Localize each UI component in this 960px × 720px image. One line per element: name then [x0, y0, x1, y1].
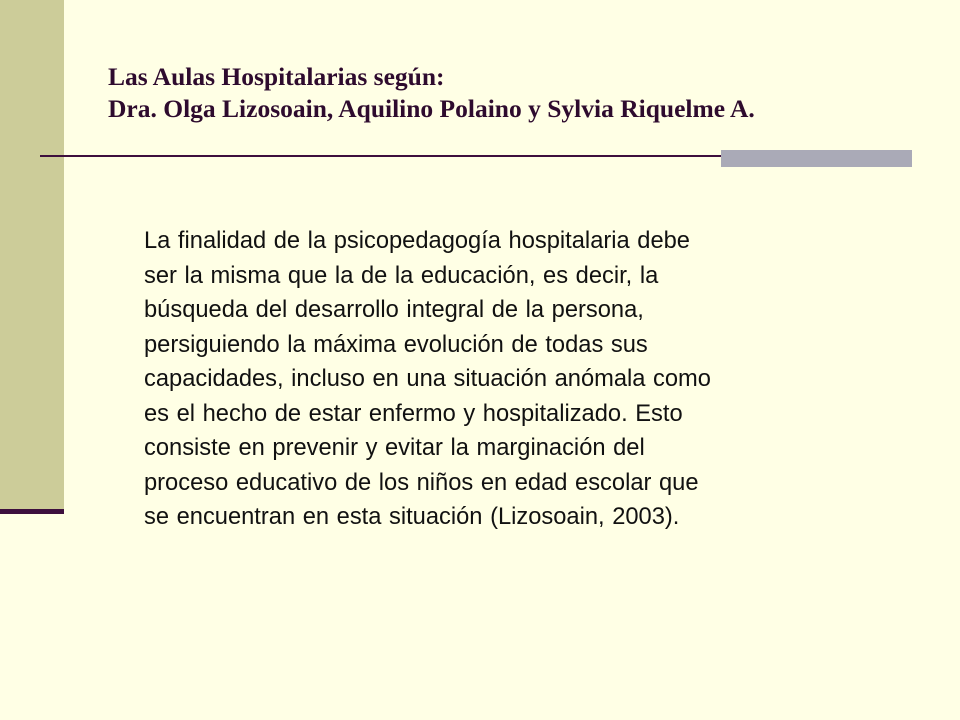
left-decorative-bar: [0, 0, 64, 510]
body-line: ser la misma que la de la educación, es decir, la: [144, 262, 659, 289]
title-line-1: Las Aulas Hospitalarias según:: [108, 62, 445, 91]
body-line: búsqueda del desarrollo integral de la persona,: [144, 297, 644, 323]
slide-title: [108, 61, 948, 125]
body-line: capacidades, incluso en una situación anómala como: [144, 366, 711, 392]
body-line: La finalidad de la psicopedagogía hospitalaria debe: [144, 228, 690, 254]
body-line: persiguiendo la máxima evolución de todas sus: [144, 331, 648, 358]
slide-body-paragraph: [144, 224, 914, 535]
body-line: consiste en prevenir y evitar la marginación del: [144, 435, 645, 461]
left-bar-rule: [0, 509, 64, 514]
body-line: es el hecho de estar enfermo y hospitalizado. Esto: [144, 400, 683, 427]
body-line: proceso educativo de los niños en edad escolar que: [144, 469, 699, 496]
body-line: se encuentran en esta situación (Lizosoain, 2003).: [144, 504, 680, 530]
title-divider-accent: [721, 150, 912, 167]
title-line-2: Dra. Olga Lizosoain, Aquilino Polaino y Sylvia Riquelme A.: [108, 94, 755, 123]
